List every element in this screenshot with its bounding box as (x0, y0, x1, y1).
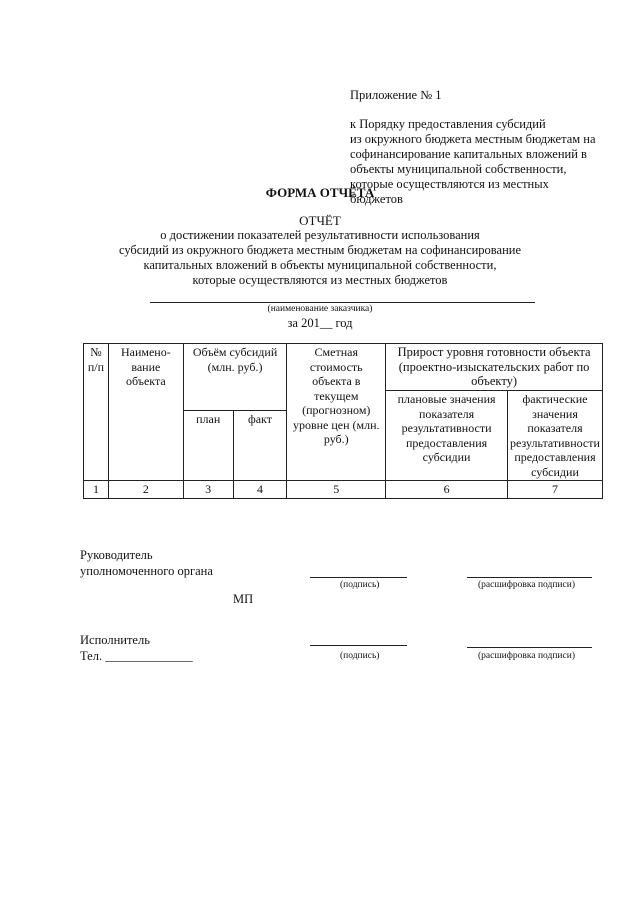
signature-caption: (подпись) (340, 580, 380, 590)
header-cost: Сметная стоимость объекта в текущем (прогнозном) уровне цен (млн. руб.) (287, 344, 386, 481)
header-planned-values: плановые значения показателя результативности предоставления субсидии (386, 391, 508, 481)
column-number: 3 (183, 481, 233, 499)
header-actual-values: фактические значения показателя результативности предоставления субсидии (507, 391, 602, 481)
stamp-label: МП (233, 592, 254, 606)
customer-caption: (наименование заказчика) (267, 304, 373, 314)
column-number: 2 (108, 481, 183, 499)
head-line: уполномоченного органа (80, 564, 213, 578)
appendix-line: объекты муниципальной собственности, (350, 162, 567, 176)
customer-line (150, 302, 535, 303)
column-number: 7 (507, 481, 602, 499)
appendix-line: к Порядку предоставления субсидий (350, 117, 546, 131)
appendix-line: бюджетов (350, 192, 403, 206)
appendix-title: Приложение № 1 (350, 88, 442, 102)
column-number: 5 (287, 481, 386, 499)
report-line: субсидий из окружного бюджета местным бюджетам на софинансирование (118, 243, 522, 257)
report-period: за 201__ год (287, 316, 353, 330)
appendix-line: из окружного бюджета местным бюджетам на (350, 132, 596, 146)
executor-label (80, 632, 193, 664)
decode-caption: (расшифровка подписи) (478, 651, 575, 661)
phone-line: Тел. ______________ (80, 649, 193, 663)
header-plan: план (183, 411, 233, 481)
executor-line: Исполнитель (80, 633, 150, 647)
report-title: ОТЧЁТ (299, 213, 341, 228)
head-line: Руководитель (80, 548, 153, 562)
header-volume: Объём субсидий (млн. руб.) (183, 344, 287, 411)
report-line: капитальных вложений в объекты муниципальной собственности, (143, 258, 497, 272)
column-number: 6 (386, 481, 508, 499)
column-number: 1 (84, 481, 109, 499)
header-fact: факт (233, 411, 287, 481)
header-growth: Прирост уровня готовности объекта (проектно-изыскательских работ по объекту) (386, 344, 603, 391)
signature-line (310, 577, 407, 578)
report-table (83, 343, 603, 499)
appendix-line: которые осуществляются из местных (350, 177, 549, 191)
column-number: 4 (233, 481, 287, 499)
decode-caption: (расшифровка подписи) (478, 580, 575, 590)
decode-line (467, 577, 592, 578)
report-line: которые осуществляются из местных бюджетов (192, 273, 448, 287)
header-num: № п/п (84, 344, 109, 481)
head-label (80, 547, 213, 579)
header-name: Наимено-вание объекта (108, 344, 183, 481)
form-title: ФОРМА ОТЧЁТА (265, 185, 375, 200)
signature-caption: (подпись) (340, 651, 380, 661)
signature-line (310, 645, 407, 646)
appendix-line: софинансирование капитальных вложений в (350, 147, 587, 161)
report-line: о достижении показателей результативности использования (160, 228, 480, 242)
report-subtitle (0, 228, 640, 288)
decode-line (467, 647, 592, 648)
